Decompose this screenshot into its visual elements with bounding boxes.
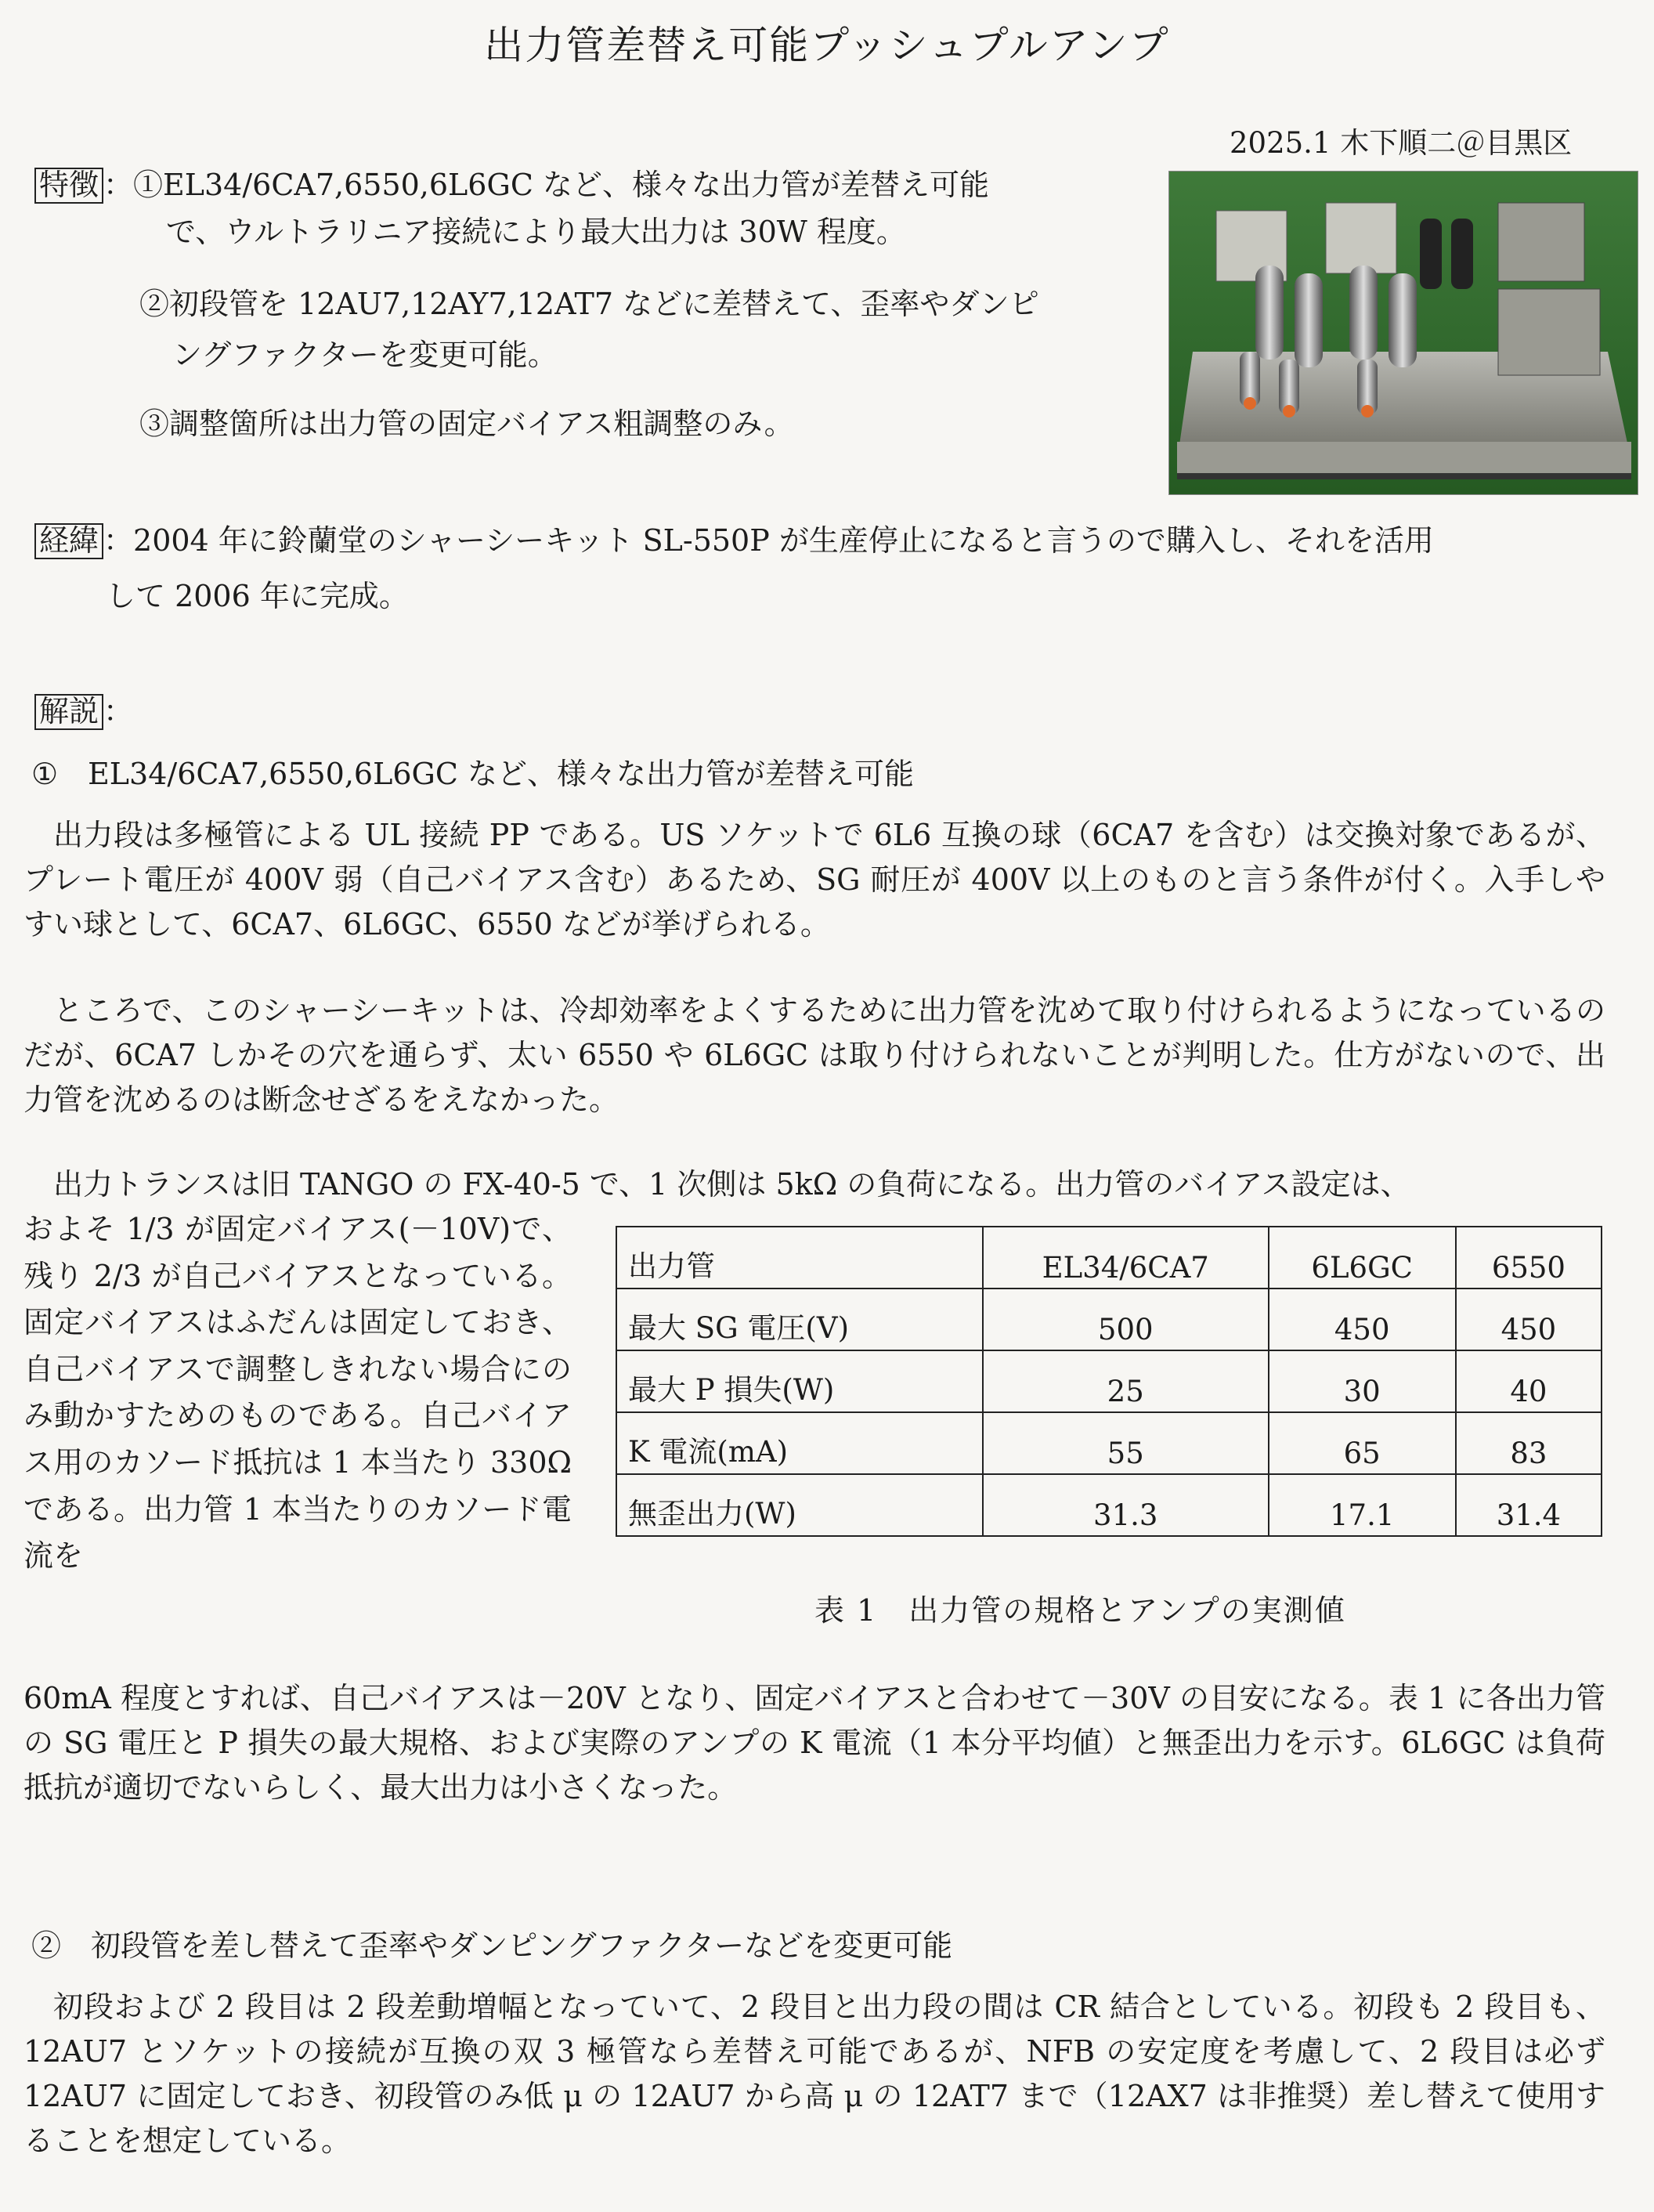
explanation-section bbox=[34, 689, 348, 734]
table-row bbox=[616, 1289, 1602, 1350]
paragraph-3-rest: 60mA 程度とすれば、自己バイアスは－20V となり、固定バイアスと合わせて－30V の目安になる。表 1 に各出力管の SG 電圧と P 損失の最大規格、および実際のアンプの K 電流（1 本分平均値）と無歪出力を示す。6L6GC は負荷抵抗が適切でないらしく、最大出力は小さくなった。 bbox=[23, 1681, 1605, 1805]
table-cell: 30 bbox=[1269, 1350, 1456, 1412]
table-cell: 500 bbox=[983, 1289, 1269, 1350]
history-label: 経緯 bbox=[34, 523, 103, 559]
amplifier-photo bbox=[1168, 171, 1638, 495]
paragraph-1: 出力段は多極管による UL 接続 PP である。US ソケットで 6L6 互換の球（6CA7 を含む）は交換対象であるが、プレート電圧が 400V 弱（自己バイアス含む）あるため、SG 耐圧が 400V 以上のものと言う条件が付く。入手しやすい球として、6CA7、6L6GC、6550 などが挙げられる。 bbox=[23, 818, 1605, 942]
table-cell: 450 bbox=[1456, 1289, 1602, 1350]
table-cell: 最大 SG 電圧(V) bbox=[616, 1289, 983, 1350]
table-header-cell: 6550 bbox=[1456, 1227, 1602, 1289]
features-lead: ：①EL34/6CA7,6550,6L6GC など、様々な出力管が差替え可能 bbox=[103, 168, 989, 202]
section-1-heading: ① EL34/6CA7,6550,6L6GC など、様々な出力管が差替え可能 bbox=[31, 757, 915, 791]
table-cell: K 電流(mA) bbox=[616, 1412, 983, 1474]
paragraph-3-line-1: 出力トランスは旧 TANGO の FX-40-5 で、1 次側は 5kΩ の負荷になる。出力管のバイアス設定は、 bbox=[53, 1167, 1410, 1202]
explanation-label: 解説 bbox=[34, 694, 103, 730]
features-item-2-cont: ングファクターを変更可能。 bbox=[172, 338, 558, 372]
table-header-cell: 6L6GC bbox=[1269, 1227, 1456, 1289]
table-row bbox=[616, 1412, 1602, 1474]
table-cell: 450 bbox=[1269, 1289, 1456, 1350]
explanation-colon: ： bbox=[103, 694, 134, 728]
section-2-heading: ② 初段管を差し替えて歪率やダンピングファクターなどを変更可能 bbox=[31, 1928, 953, 1963]
spec-table bbox=[616, 1226, 1602, 1537]
history-text-2: して 2006 年に完成。 bbox=[106, 579, 409, 613]
paragraph-2: ところで、このシャーシーキットは、冷却効率をよくするために出力管を沈めて取り付けられるようになっているのだが、6CA7 しかその穴を通らず、太い 6550 や 6L6GC は取り付けられないことが判明した。仕方がないので、出力管を沈めるのは断念せざるをえなかった。 bbox=[23, 993, 1605, 1117]
table-header-cell: 出力管 bbox=[616, 1227, 983, 1289]
features-lead-cont: で、ウルトラリニア接続により最大出力は 30W 程度。 bbox=[166, 215, 906, 249]
table-cell: 40 bbox=[1456, 1350, 1602, 1412]
author-line: 2025.1 木下順二＠目黒区 bbox=[1230, 126, 1573, 160]
table-cell: 65 bbox=[1269, 1412, 1456, 1474]
table-cell: 17.1 bbox=[1269, 1474, 1456, 1536]
history-text-1: ：2004 年に鈴蘭堂のシャーシーキット SL-550P が生産停止になると言うので購入し、それを活用 bbox=[103, 523, 1434, 558]
table-cell: 55 bbox=[983, 1412, 1269, 1474]
table-row bbox=[616, 1350, 1602, 1412]
table-cell: 31.4 bbox=[1456, 1474, 1602, 1536]
table-header-cell: EL34/6CA7 bbox=[983, 1227, 1269, 1289]
features-item-2: ②初段管を 12AU7,12AY7,12AT7 などに差替えて、歪率やダンピ bbox=[139, 287, 1039, 321]
features-section bbox=[34, 163, 1162, 208]
history-section bbox=[34, 519, 1648, 563]
table-cell: 83 bbox=[1456, 1412, 1602, 1474]
page-title: 出力管差替え可能プッシュプルアンプ bbox=[484, 23, 1170, 68]
features-label: 特徴 bbox=[34, 168, 103, 204]
table-cell: 25 bbox=[983, 1350, 1269, 1412]
table-cell: 最大 P 損失(W) bbox=[616, 1350, 983, 1412]
table-row bbox=[616, 1474, 1602, 1536]
table-cell: 31.3 bbox=[983, 1474, 1269, 1536]
paragraph-3-left: およそ 1/3 が固定バイアス(－10V)で、残り 2/3 が自己バイアスとなっている。固定バイアスはふだんは固定しておき、自己バイアスで調整しきれない場合にのみ動かすためのものである。自己バイアス用のカソード抵抗は 1 本当たり 330Ω である。出力管 1 本当たりのカソード電流を bbox=[23, 1212, 572, 1574]
table-header-row bbox=[616, 1227, 1602, 1289]
amplifier-photo-icon bbox=[1169, 172, 1638, 494]
table-cell: 無歪出力(W) bbox=[616, 1474, 983, 1536]
features-item-3: ③調整箇所は出力管の固定バイアス粗調整のみ。 bbox=[139, 407, 794, 441]
paragraph-4: 初段および 2 段目は 2 段差動増幅となっていて、2 段目と出力段の間は CR 結合としている。初段も 2 段目も、12AU7 とソケットの接続が互換の双 3 極管なら差替え可能であるが、NFB の安定度を考慮して、2 段目は必ず 12AU7 に固定しておき、初段管のみ低 μ の 12AU7 から高 μ の 12AT7 まで（12AX7 は非推奨）差し替えて使用することを想定している。 bbox=[23, 1990, 1605, 2158]
table-caption: 表 1 出力管の規格とアンプの実測値 bbox=[814, 1593, 1346, 1628]
